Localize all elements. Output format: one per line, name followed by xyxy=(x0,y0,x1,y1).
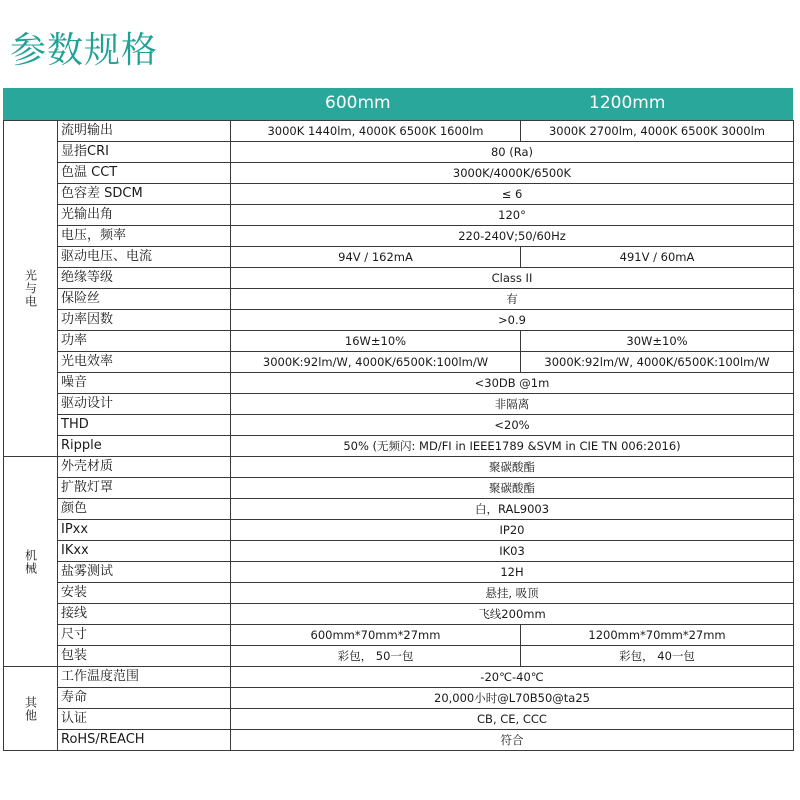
row-value: ≤ 6 xyxy=(231,184,794,205)
row-value: 220-240V;50/60Hz xyxy=(231,226,794,247)
row-label: 接线 xyxy=(58,604,231,625)
table-row xyxy=(4,457,794,478)
row-label: 外壳材质 xyxy=(58,457,231,478)
row-label: 色容差 SDCM xyxy=(58,184,231,205)
section-label xyxy=(4,667,58,751)
table-row xyxy=(4,331,794,352)
row-value: 聚碳酸酯 xyxy=(231,478,794,499)
row-label: 光输出角 xyxy=(58,205,231,226)
header-600mm: 600mm xyxy=(325,93,391,113)
row-label: 显指CRI xyxy=(58,142,231,163)
row-label: 包装 xyxy=(58,646,231,667)
table-row xyxy=(4,352,794,373)
table-header xyxy=(3,88,793,120)
row-label: 寿命 xyxy=(58,688,231,709)
row-value: 飞线200mm xyxy=(231,604,794,625)
row-value: Class II xyxy=(231,268,794,289)
section-label xyxy=(4,457,58,667)
table-row xyxy=(4,289,794,310)
table-row xyxy=(4,184,794,205)
row-value: <30DB @1m xyxy=(231,373,794,394)
table-row xyxy=(4,478,794,499)
row-value-1200mm: 3000K 2700lm, 4000K 6500K 3000lm xyxy=(521,121,794,142)
row-value: CB, CE, CCC xyxy=(231,709,794,730)
section-label-text: 机械 xyxy=(23,548,38,575)
row-value: 有 xyxy=(231,289,794,310)
page-title: 参数规格 xyxy=(10,30,159,71)
table-row xyxy=(4,541,794,562)
row-value-600mm: 94V / 162mA xyxy=(231,247,521,268)
row-value-1200mm: 彩包， 40一包 xyxy=(521,646,794,667)
section-label-text: 其他 xyxy=(23,695,38,722)
row-label: 工作温度范围 xyxy=(58,667,231,688)
row-label: IKxx xyxy=(58,541,231,562)
row-value-1200mm: 3000K:92lm/W, 4000K/6500K:100lm/W xyxy=(521,352,794,373)
table-row xyxy=(4,583,794,604)
row-value: IK03 xyxy=(231,541,794,562)
table-row xyxy=(4,520,794,541)
row-value: 3000K/4000K/6500K xyxy=(231,163,794,184)
table-row xyxy=(4,394,794,415)
row-label: 绝缘等级 xyxy=(58,268,231,289)
row-value: IP20 xyxy=(231,520,794,541)
row-value-600mm: 600mm*70mm*27mm xyxy=(231,625,521,646)
row-value-600mm: 3000K 1440lm, 4000K 6500K 1600lm xyxy=(231,121,521,142)
row-value: <20% xyxy=(231,415,794,436)
row-label: Ripple xyxy=(58,436,231,457)
table-row xyxy=(4,121,794,142)
row-label: 尺寸 xyxy=(58,625,231,646)
table-row xyxy=(4,163,794,184)
table-row xyxy=(4,226,794,247)
spec-table xyxy=(3,120,794,751)
row-label: 光电效率 xyxy=(58,352,231,373)
row-label: 驱动电压、电流 xyxy=(58,247,231,268)
table-row xyxy=(4,268,794,289)
row-label: 保险丝 xyxy=(58,289,231,310)
table-row xyxy=(4,415,794,436)
table-row xyxy=(4,667,794,688)
row-value: 120° xyxy=(231,205,794,226)
row-value: 12H xyxy=(231,562,794,583)
row-value: 聚碳酸酯 xyxy=(231,457,794,478)
table-row xyxy=(4,688,794,709)
row-label: 色温 CCT xyxy=(58,163,231,184)
row-value-600mm: 彩包， 50一包 xyxy=(231,646,521,667)
row-value: 20,000小时@L70B50@ta25 xyxy=(231,688,794,709)
table-row xyxy=(4,646,794,667)
row-label: 盐雾测试 xyxy=(58,562,231,583)
table-row xyxy=(4,499,794,520)
table-row xyxy=(4,436,794,457)
row-value: 50% (无频闪: MD/FI in IEEE1789 &SVM in CIE TN 006:2016) xyxy=(231,436,794,457)
row-value-1200mm: 491V / 60mA xyxy=(521,247,794,268)
table-row xyxy=(4,373,794,394)
row-label: 认证 xyxy=(58,709,231,730)
table-row xyxy=(4,142,794,163)
row-label: 流明输出 xyxy=(58,121,231,142)
table-row xyxy=(4,247,794,268)
row-value-1200mm: 1200mm*70mm*27mm xyxy=(521,625,794,646)
row-value: 非隔离 xyxy=(231,394,794,415)
row-value: >0.9 xyxy=(231,310,794,331)
row-label: 安装 xyxy=(58,583,231,604)
row-value-600mm: 3000K:92lm/W, 4000K/6500K:100lm/W xyxy=(231,352,521,373)
section-label xyxy=(4,121,58,457)
row-label: IPxx xyxy=(58,520,231,541)
row-label: RoHS/REACH xyxy=(58,730,231,751)
table-row xyxy=(4,562,794,583)
row-value: 悬挂, 吸顶 xyxy=(231,583,794,604)
row-value: 符合 xyxy=(231,730,794,751)
header-1200mm: 1200mm xyxy=(589,93,666,113)
row-label: 噪音 xyxy=(58,373,231,394)
table-row xyxy=(4,310,794,331)
row-label: THD xyxy=(58,415,231,436)
row-value-1200mm: 30W±10% xyxy=(521,331,794,352)
row-label: 功率 xyxy=(58,331,231,352)
table-row xyxy=(4,625,794,646)
row-value: 80 (Ra) xyxy=(231,142,794,163)
table-row xyxy=(4,730,794,751)
row-label: 驱动设计 xyxy=(58,394,231,415)
row-value: -20℃-40℃ xyxy=(231,667,794,688)
table-row xyxy=(4,604,794,625)
row-label: 电压，频率 xyxy=(58,226,231,247)
section-label-text: 光与电 xyxy=(23,269,38,308)
row-label: 颜色 xyxy=(58,499,231,520)
row-label: 扩散灯罩 xyxy=(58,478,231,499)
table-row xyxy=(4,205,794,226)
table-row xyxy=(4,709,794,730)
row-value: 白，RAL9003 xyxy=(231,499,794,520)
row-label: 功率因数 xyxy=(58,310,231,331)
row-value-600mm: 16W±10% xyxy=(231,331,521,352)
